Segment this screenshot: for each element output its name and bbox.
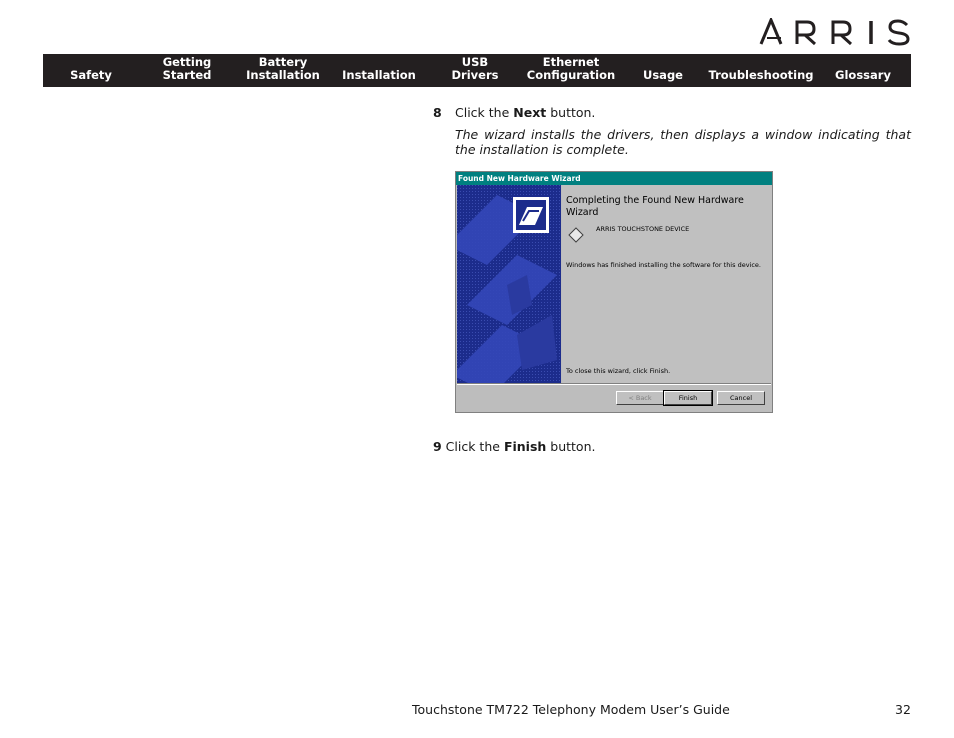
wizard-dialog-screenshot (455, 171, 773, 413)
nav-usb-drivers[interactable] (427, 54, 523, 87)
top-navigation (43, 54, 911, 87)
arris-logo-mark (759, 18, 911, 46)
nav-label-line1: Ethernet (542, 55, 600, 69)
nav-troubleshooting[interactable] (707, 54, 815, 87)
dialog-separator (457, 383, 771, 385)
nav-label-line2: Installation (246, 68, 320, 82)
nav-label-line2: Installation (342, 68, 416, 82)
device-icon (568, 227, 584, 243)
wizard-side-graphic (457, 185, 561, 383)
nav-glossary[interactable] (815, 54, 911, 87)
finish-button-reference: Finish (503, 439, 547, 454)
wizard-content-panel (562, 185, 772, 383)
back-button[interactable]: < Back (616, 391, 664, 405)
arris-logo (759, 18, 911, 46)
nav-label-line1: Battery (258, 55, 308, 69)
cancel-button[interactable]: Cancel (717, 391, 765, 405)
dialog-title-bar: Found New Hardware Wizard (456, 172, 772, 185)
nav-label-line2: Glossary (835, 68, 891, 82)
nav-label-line2: Configuration (526, 68, 616, 82)
nav-label-line2: Started (162, 68, 212, 82)
wizard-heading: Completing the Found New Hardware Wizard (566, 195, 744, 218)
next-button-reference: Next (513, 105, 547, 120)
finish-button[interactable]: Finish (664, 391, 712, 405)
nav-installation[interactable] (331, 54, 427, 87)
nav-ethernet-configuration[interactable] (523, 54, 619, 87)
nav-usage[interactable] (619, 54, 707, 87)
nav-label-line1: USB (461, 55, 489, 69)
nav-label-line2: Drivers (451, 68, 499, 82)
step-8-note: The wizard installs the drivers, then displays a window indicating that the installation is complete. (455, 127, 911, 157)
step-8-instruction: Click the Next button. (455, 105, 596, 120)
nav-label-line2: Troubleshooting (708, 68, 814, 82)
page-number: 32 (895, 702, 911, 717)
close-hint: To close this wizard, click Finish. (566, 367, 671, 375)
nav-label-line2: Usage (643, 68, 683, 82)
footer-guide-title: Touchstone TM722 Telephony Modem User’s Guide (412, 702, 730, 717)
nav-getting-started[interactable] (139, 54, 235, 87)
device-name: ARRIS TOUCHSTONE DEVICE (596, 225, 690, 233)
step-9-instruction: 9 Click the Finish button. (433, 439, 596, 454)
nav-label-line2: Safety (70, 68, 112, 82)
step-8-number: 8 (433, 105, 442, 120)
finished-message: Windows has finished installing the software for this device. (566, 261, 761, 269)
nav-battery-installation[interactable] (235, 54, 331, 87)
wizard-graphic (457, 185, 561, 383)
nav-label-line1: Getting (162, 55, 212, 69)
nav-safety[interactable] (43, 54, 139, 87)
